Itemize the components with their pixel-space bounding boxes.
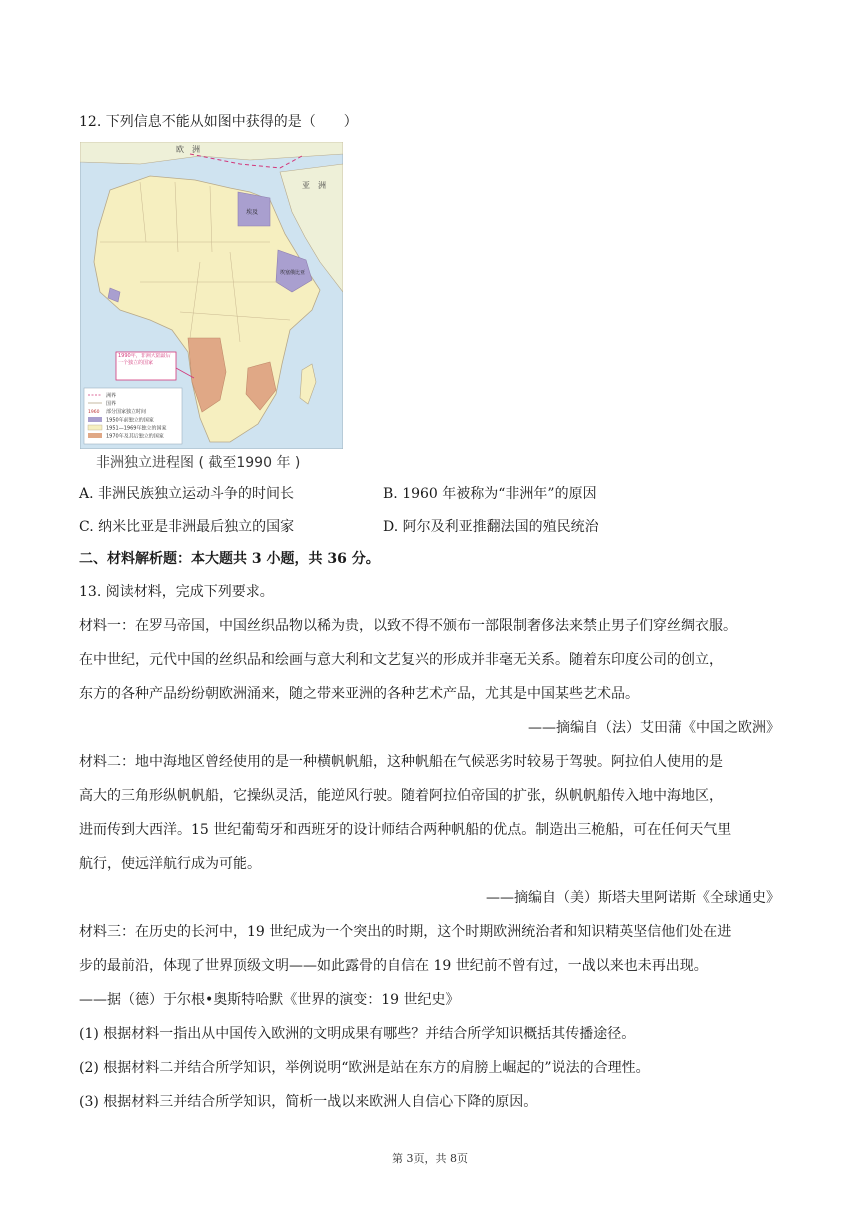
material-1-line-2: 在中世纪，元代中国的丝织品和绘画与意大利和文艺复兴的形成并非毫无关系。随着东印度公司的创立，	[79, 652, 723, 668]
question-13-stem: 13. 阅读材料，完成下列要求。	[79, 584, 274, 600]
asia-label: 亚 洲	[302, 181, 326, 190]
legend-swatch-pre1950	[88, 417, 102, 422]
option-b: B. 1960 年被称为“非洲年”的原因	[383, 486, 597, 502]
map-caption: 非洲独立进程图 ( 截至1990 年 )	[96, 455, 301, 471]
question-13-part-1: (1) 根据材料一指出从中国传入欧洲的文明成果有哪些？并结合所学知识概括其传播途径。	[79, 1026, 636, 1042]
material-3-line-2: 步的最前沿，体现了世界顶级文明——如此露骨的自信在 19 世纪前不曾有过，一战以来也未再出现。	[79, 958, 708, 974]
material-3-source: ——据（德）于尔根•奥斯特哈默《世界的演变：19 世纪史》	[79, 992, 460, 1008]
legend-item-5: 1951—1969年独立的国家	[106, 425, 167, 432]
legend-item-6: 1970年及其后独立的国家	[106, 433, 164, 440]
legend-item-1: 洲界	[106, 393, 117, 399]
legend-swatch-year: 1960	[88, 410, 100, 415]
legend-swatch-1951	[88, 425, 102, 430]
namibia-callout-text: 1990年，非洲大陆最后一个独立的国家	[118, 353, 171, 366]
europe-label: 欧 洲	[176, 145, 200, 154]
question-13-part-2: (2) 根据材料二并结合所学知识，举例说明“欧洲是站在东方的肩膀上崛起的”说法的合理性。	[79, 1060, 650, 1076]
material-3-line-1: 材料三：在历史的长河中，19 世纪成为一个突出的时期，这个时期欧洲统治者和知识精英坚信他们处在进	[79, 924, 732, 940]
material-1-line-3: 东方的各种产品纷纷朝欧洲涌来，随之带来亚洲的各种艺术产品，尤其是中国某些艺术品。	[79, 686, 639, 702]
option-c: C. 纳米比亚是非洲最后独立的国家	[79, 519, 295, 535]
material-1-source: ——摘编自（法）艾田蒲《中国之欧洲》	[528, 720, 780, 736]
material-2-source: ——摘编自（美）斯塔夫里阿诺斯《全球通史》	[486, 890, 780, 906]
legend-item-2: 国界	[106, 401, 117, 407]
question-12-stem: 12. 下列信息不能从如图中获得的是（ ）	[79, 114, 358, 130]
legend-swatch-post1970	[88, 433, 102, 438]
ethiopia-label: 埃塞俄比亚	[280, 270, 306, 276]
material-2-line-1: 材料二：地中海地区曾经使用的是一种横帆帆船，这种帆船在气候恶劣时较易于驾驶。阿拉伯人使用的是	[79, 754, 723, 770]
option-a: A. 非洲民族独立运动斗争的时间长	[79, 486, 295, 502]
africa-independence-map	[80, 142, 343, 449]
question-13-part-3: (3) 根据材料三并结合所学知识，简析一战以来欧洲人自信心下降的原因。	[79, 1094, 538, 1110]
section-2-title: 二、材料解析题：本大题共 3 小题，共 36 分。	[79, 551, 380, 567]
legend-item-3: 部分国家独立时间	[106, 409, 147, 415]
material-1-line-1: 材料一：在罗马帝国，中国丝织品物以稀为贵，以致不得不颁布一部限制奢侈法来禁止男子们穿丝绸衣服。	[79, 618, 737, 634]
africa-map-svg	[80, 142, 343, 449]
egypt-label: 埃及	[246, 209, 259, 216]
material-2-line-4: 航行，使远洋航行成为可能。	[79, 856, 261, 872]
option-d: D. 阿尔及利亚推翻法国的殖民统治	[383, 519, 599, 535]
material-2-line-3: 进而传到大西洋。15 世纪葡萄牙和西班牙的设计师结合两种帆船的优点。制造出三桅船，可在任何天气里	[79, 822, 732, 838]
material-2-line-2: 高大的三角形纵帆帆船，它操纵灵活，能逆风行驶。随着阿拉伯帝国的扩张，纵帆帆船传入地中海地区，	[79, 788, 723, 804]
page-footer: 第 3页，共 8页	[392, 1152, 468, 1165]
legend-item-4: 1950年前独立的国家	[106, 417, 154, 424]
